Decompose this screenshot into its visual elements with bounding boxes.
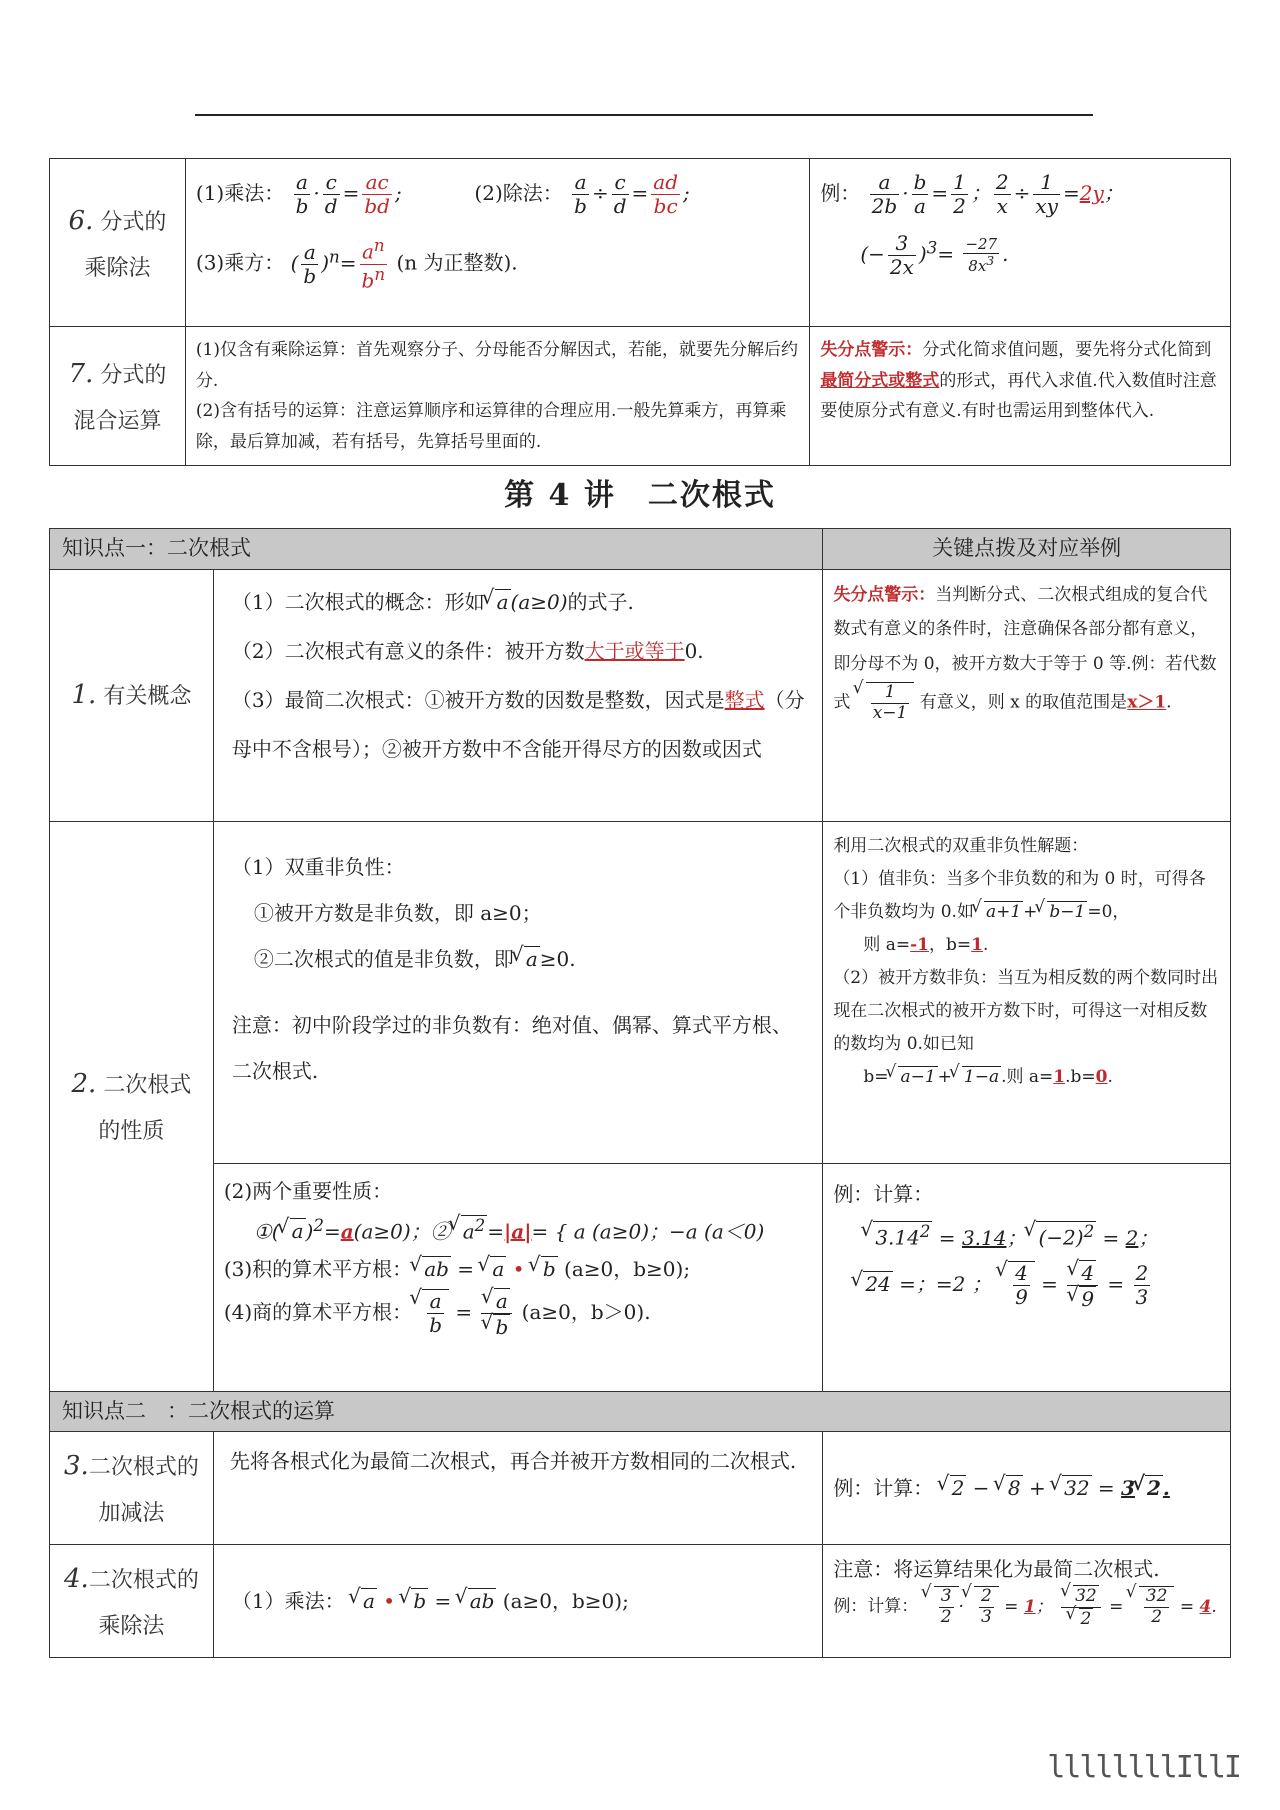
section-header-left: 知识点二 ：二次根式的运算 [50,1391,1231,1432]
row-label: 6. 分式的 乘除法 [50,159,186,327]
row-label: 7. 分式的 混合运算 [50,327,186,466]
row-label: 4.二次根式的 乘除法 [50,1545,214,1658]
example-cell: 例：计算： √ $3.14^2 = 3.14$；√ $(-2)^2 = 2$； √ 24 =；=2 ； √ $\frac{4}{9}$ = √ 4 √ 9 = $\frac{2}{3}$ [823,1163,1231,1391]
watermark: llllllllIllI [1047,1750,1240,1785]
table-row [50,327,1231,466]
table-row [50,1432,1231,1545]
table-row [50,569,1231,821]
table-row [50,159,1231,327]
section-header-left: 知识点一：二次根式 [50,529,823,570]
rule-cell: （1）二次根式的概念：形如√ a (a≥0)的式子. （2）二次根式有意义的条件：被开方数大于或等于0. （3）最简二次根式：①被开方数的因数是整数，因式是整式（分母中不含根号）；②被开方数中不含能开得尽方的因数或因式 [213,569,822,821]
fraction-table [49,158,1231,466]
rule-cell: (1)乘法： $\frac{a}{b}$ · $\frac{c}{d}$ = $\frac{ac}{bd}$ ; (2)除法： $\frac{a}{b}$ ÷ $\frac{c}{d}$ = $\frac{ad}{bc}$ ; (3)乘方： ( $\frac{a}{b}$ )$^n$= $\frac{a^n}{b^n}$ (n 为正整数). [185,159,809,327]
top-rule [195,114,1093,116]
row-label: 2. 二次根式 的性质 [50,821,214,1391]
row-label: 3.二次根式的 加减法 [50,1432,214,1545]
rule-cell: （1）双重非负性： ①被开方数是非负数，即 a≥0； ②二次根式的值是非负数，即√ a ≥0. 注意：初中阶段学过的非负数有：绝对值、偶幂、算式平方根、二次根式. [213,821,822,1163]
table-row [50,1545,1231,1658]
rule-cell: 先将各根式化为最简二次根式，再合并被开方数相同的二次根式. [213,1432,822,1545]
section-header-right: 关键点拨及对应举例 [823,529,1231,570]
example-cell: 例：计算： √ 2 − √ 8 + √ 32 = 3√ 2 . [823,1432,1231,1545]
section-header [50,529,1231,570]
example-cell: 例： $\frac{a}{2b}$ · $\frac{b}{a}$ = $\frac{1}{2}$ ； $\frac{2}{x}$ ÷ $\frac{1}{xy}$ =2y； (− $\frac{3}{2x}$ )$^3$= $\frac{-27}{8x^3}$ . [810,159,1231,327]
radical-table [49,528,1231,1658]
warning-cell: 失分点警示：分式化简求值问题，要先将分式化简到最简分式或整式的形式，再代入求值.代入数值时注意要使原分式有意义.有时也需运用到整体代入. [810,327,1231,466]
rule-cell: (2)两个重要性质： ①(√ a )$^2$=a(a≥0)；②√ $a^2 =|a|=$ { a (a≥0)；−a (a＜0) (3)积的算术平方根：√ ab = √ a • √ b (a≥0，b≥0); (4)商的算术平方根： √ $\frac{a}{b}$ = √ a √ b (a≥0，b＞0). [213,1163,822,1391]
section-header [50,1391,1231,1432]
rule-cell: (1)仅含有乘除运算：首先观察分子、分母能否分解因式，若能，就要先分解后约分. (2)含有括号的运算：注意运算顺序和运算律的合理应用.一般先算乘方，再算乘除，最后算加减，若有括号，先算括号里面的. [185,327,809,466]
example-cell: 利用二次根式的双重非负性解题： （1）值非负：当多个非负数的和为 0 时，可得各个非负数均为 0.如√ a+1 +√ b−1 =0， 则 a=-1，b=1. （2）被开方数非负：当互为相反数的两个数同时出现在二次根式的被开方数下时，可得这一对相反数的数均为 0.如已知 b=√ a−1 +√ 1−a .则 a=1.b=0. [823,821,1231,1163]
table-row [50,1163,1231,1391]
lecture-title: 第 4 讲 二次根式 [504,478,776,513]
rule-cell: （1）乘法： √ a • √ b = √ ab (a≥0，b≥0); [213,1545,822,1658]
row-label: 1. 有关概念 [50,569,214,821]
example-cell: 注意：将运算结果化为最简二次根式. 例：计算： √ $\frac{3}{2}$ · √ $\frac{2}{3}$ = 1； √ 32 √ 2 = √ $\frac{32}{2}$ = 4. [823,1545,1231,1658]
table-row [50,821,1231,1163]
warning-cell: 失分点警示：当判断分式、二次根式组成的复合代数式有意义的条件时，注意确保各部分都有意义，即分母不为 0，被开方数大于等于 0 等.例：若代数式 √ $\frac{1}{x-1}$ 有意义，则 x 的取值范围是x＞1. [823,569,1231,821]
